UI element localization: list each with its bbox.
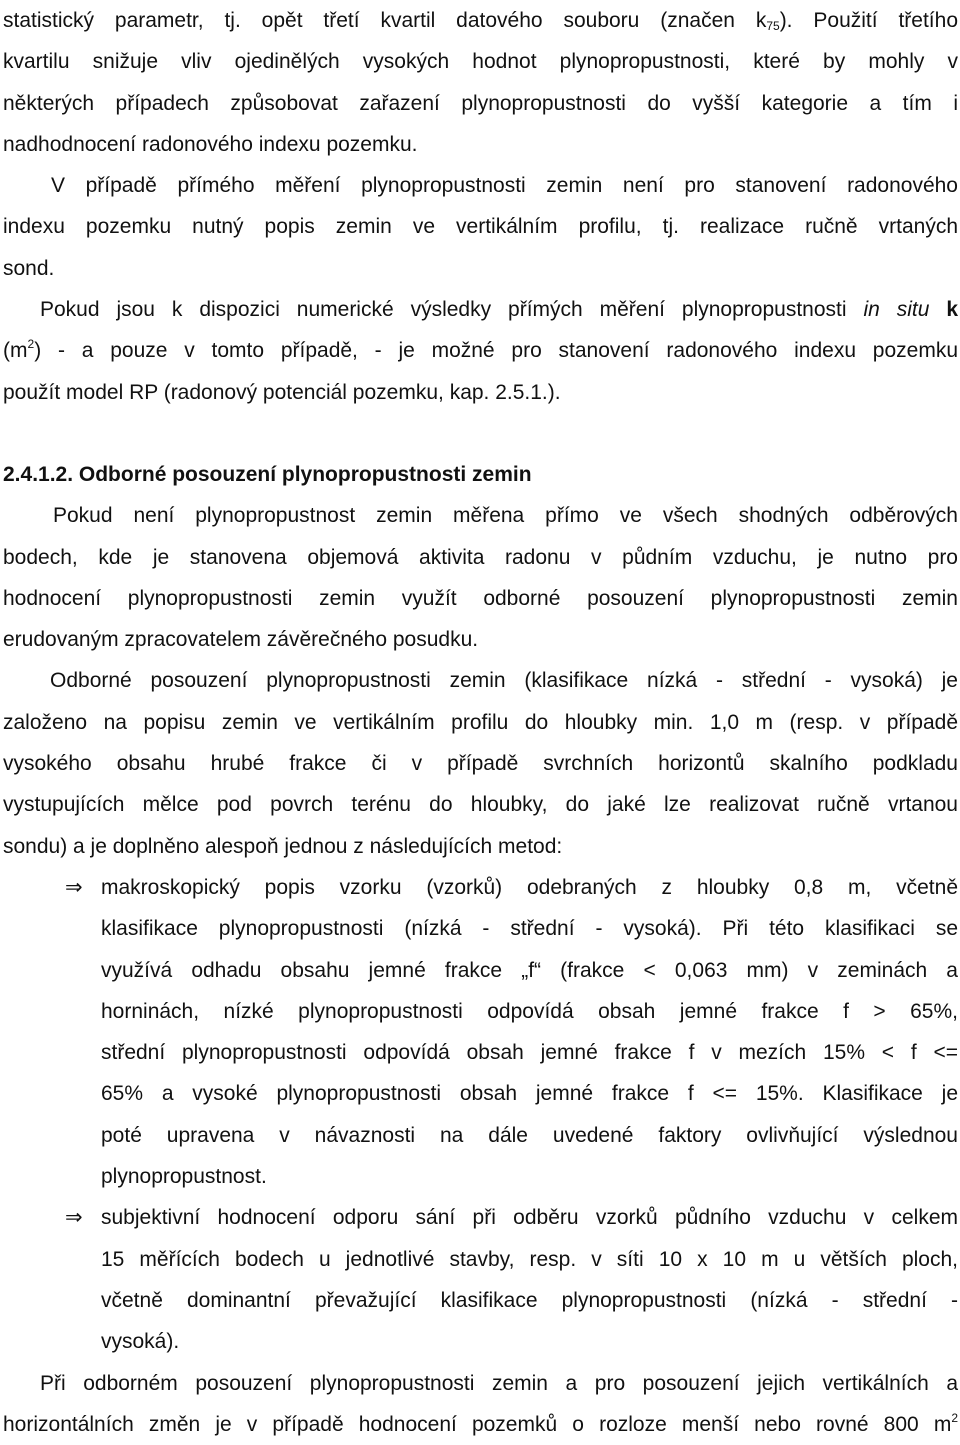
bullet-item-subjektivni-hodnoceni bbox=[3, 1197, 958, 1362]
text-line: hodnocení plynopropustnosti zemin využít odborné posouzení plynopropustnosti zemin bbox=[3, 578, 958, 619]
text-line: Při odborném posouzení plynopropustnosti zemin a pro posouzení jejich vertikálních a bbox=[3, 1363, 958, 1404]
text-line: horizontálních změn je v případě hodnocení pozemků o rozloze menší nebo rovné 800 $m^2$ bbox=[3, 1404, 958, 1445]
text-line: statistický parametr, tj. opět třetí kvartil datového souboru (značen $k_{75}$). Použití třetího bbox=[3, 0, 958, 41]
text-line: některých případech způsobovat zařazení plynopropustnosti do vyšší kategorie a tím i bbox=[3, 83, 958, 124]
text-line: sond. bbox=[3, 248, 958, 289]
text-line: vysoká). bbox=[3, 1321, 958, 1362]
text-line: horninách, nízké plynopropustnosti odpovídá obsah jemné frakce f > 65%, bbox=[3, 991, 958, 1032]
text-line: klasifikace plynopropustnosti (nízká - střední - vysoká). Při této klasifikaci se bbox=[3, 908, 958, 949]
text-line: ⇒ subjektivní hodnocení odporu sání při odběru vzorků půdního vzduchu v celkem bbox=[3, 1197, 958, 1238]
text-line: $(m^2)$ - a pouze v tomto případě, - je možné pro stanovení radonového indexu pozemku bbox=[3, 330, 958, 371]
paragraph-prime-mereni bbox=[3, 165, 958, 289]
text-line: indexu pozemku nutný popis zemin ve vertikálním profilu, tj. realizace ručně vrtaných bbox=[3, 206, 958, 247]
text-line: využívá odhadu obsahu jemné frakce „f“ (frakce < 0,063 mm) v zeminách a bbox=[3, 950, 958, 991]
text-line: nadhodnocení radonového indexu pozemku. bbox=[3, 124, 958, 165]
text-line: vysokého obsahu hrubé frakce či v případě svrchních horizontů skalního podkladu bbox=[3, 743, 958, 784]
text-line: vystupujících mělce pod povrch terénu do hloubky, do jaké lze realizovat ručně vrtanou bbox=[3, 784, 958, 825]
text-line: 65% a vysoké plynopropustnosti obsah jemné frakce f <= 15%. Klasifikace je bbox=[3, 1073, 958, 1114]
text-line: V případě přímého měření plynopropustnosti zemin není pro stanovení radonového bbox=[3, 165, 958, 206]
text-line: plynopropustnost. bbox=[3, 1156, 958, 1197]
bullet-item-makroskopicky-popis bbox=[3, 867, 958, 1197]
paragraph-kvartil bbox=[3, 0, 958, 165]
text-line: erudovaným zpracovatelem závěrečného posudku. bbox=[3, 619, 958, 660]
text-line: Pokud jsou k dispozici numerické výsledky přímých měření plynopropustnosti in situ k bbox=[3, 289, 958, 330]
text-line: poté upravena v návaznosti na dále uvedené faktory ovlivňující výslednou bbox=[3, 1115, 958, 1156]
text-line: Pokud není plynopropustnost zemin měřena přímo ve všech shodných odběrových bbox=[3, 495, 958, 536]
text-line: 15 měřících bodech u jednotlivé stavby, resp. v síti 10 x 10 m u větších ploch, bbox=[3, 1239, 958, 1280]
paragraph-odborne-posouzeni bbox=[3, 495, 958, 660]
section-heading: 2.4.1.2. Odborné posouzení plynopropustnosti zemin bbox=[3, 454, 958, 495]
text-line: založeno na popisu zemin ve vertikálním profilu do hloubky min. 1,0 m (resp. v případě bbox=[3, 702, 958, 743]
text-line: Odborné posouzení plynopropustnosti zemin (klasifikace nízká - střední - vysoká) je bbox=[3, 660, 958, 701]
paragraph-numericke-vysledky bbox=[3, 289, 958, 413]
text-line: kvartilu snižuje vliv ojedinělých vysokých hodnot plynopropustnosti, které by mohly v bbox=[3, 41, 958, 82]
double-arrow-icon: ⇒ bbox=[65, 867, 83, 908]
text-line: střední plynopropustnosti odpovídá obsah jemné frakce f v mezích 15% < f <= bbox=[3, 1032, 958, 1073]
double-arrow-icon: ⇒ bbox=[65, 1197, 83, 1238]
text-line: ⇒ makroskopický popis vzorku (vzorků) odebraných z hloubky 0,8 m, včetně bbox=[3, 867, 958, 908]
text-line: bodech, kde je stanovena objemová aktivita radonu v půdním vzduchu, je nutno pro bbox=[3, 537, 958, 578]
paragraph-klasifikace bbox=[3, 660, 958, 866]
blank-line bbox=[3, 413, 958, 454]
text-line: sondu) a je doplněno alespoň jednou z následujících metod: bbox=[3, 826, 958, 867]
paragraph-vertikalni-zmeny bbox=[3, 1363, 958, 1445]
text-line: včetně dominantní převažující klasifikace plynopropustnosti (nízká - střední - bbox=[3, 1280, 958, 1321]
text-line: použít model RP (radonový potenciál pozemku, kap. 2.5.1.). bbox=[3, 372, 958, 413]
